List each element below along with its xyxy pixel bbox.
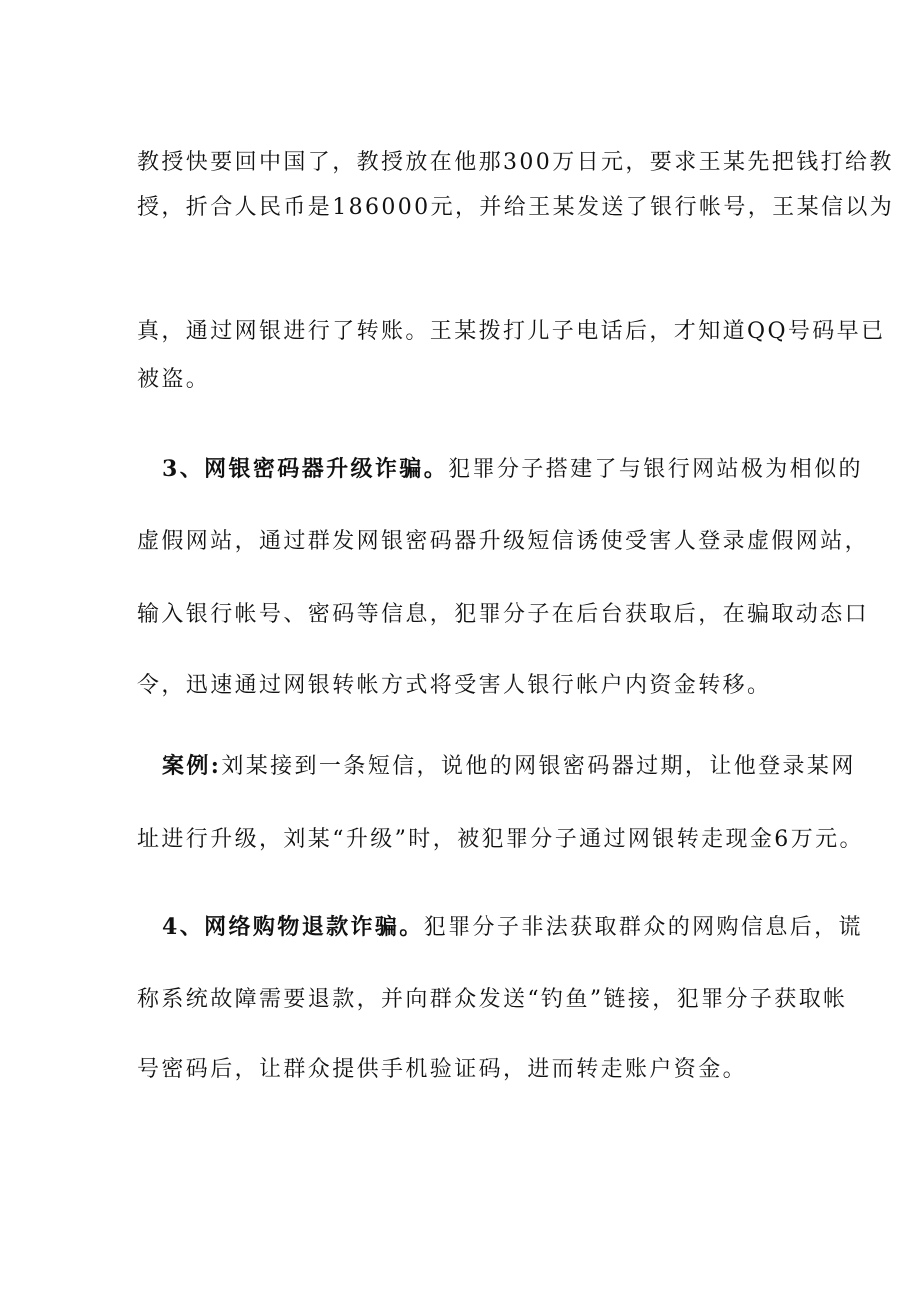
paragraph-line: 输入银行帐号、密码等信息，犯罪分子在后台获取后，在骗取动态口 xyxy=(137,602,870,627)
paragraph-line: 虚假网站，通过群发网银密码器升级短信诱使受害人登录虚假网站， xyxy=(137,529,870,554)
section-3-heading: 3、网银密码器升级诈骗。 xyxy=(162,456,449,482)
section-3-first-line xyxy=(162,454,863,485)
case-text: 刘某接到一条短信，说他的网银密码器过期，让他登录某网 xyxy=(221,754,856,779)
case-first-line xyxy=(162,751,856,782)
section-4-heading: 4、网络购物退款诈骗。 xyxy=(162,914,424,940)
paragraph-line: 被盗。 xyxy=(137,367,211,392)
paragraph-line: 称系统故障需要退款，并向群众发送“钓鱼”链接，犯罪分子获取帐 xyxy=(137,987,848,1012)
paragraph-line: 教授快要回中国了，教授放在他那300万日元，要求王某先把钱打给教 xyxy=(137,150,894,175)
section-4-text: 犯罪分子非法获取群众的网购信息后，谎 xyxy=(423,915,863,940)
paragraph-line: 号密码后，让群众提供手机验证码，进而转走账户资金。 xyxy=(137,1057,748,1082)
paragraph-line: 址进行升级，刘某“升级”时，被犯罪分子通过网银转走现金6万元。 xyxy=(137,827,864,852)
paragraph-line: 令，迅速通过网银转帐方式将受害人银行帐户内资金转移。 xyxy=(137,673,772,698)
paragraph-line: 真，通过网银进行了转账。王某拨打儿子电话后，才知道QQ号码早已 xyxy=(137,319,886,344)
section-3-text: 犯罪分子搭建了与银行网站极为相似的 xyxy=(448,457,863,482)
section-4-first-line xyxy=(162,912,863,943)
case-label: 案例: xyxy=(162,753,222,779)
paragraph-line: 授，折合人民币是186000元，并给王某发送了银行帐号，王某信以为 xyxy=(137,195,895,220)
